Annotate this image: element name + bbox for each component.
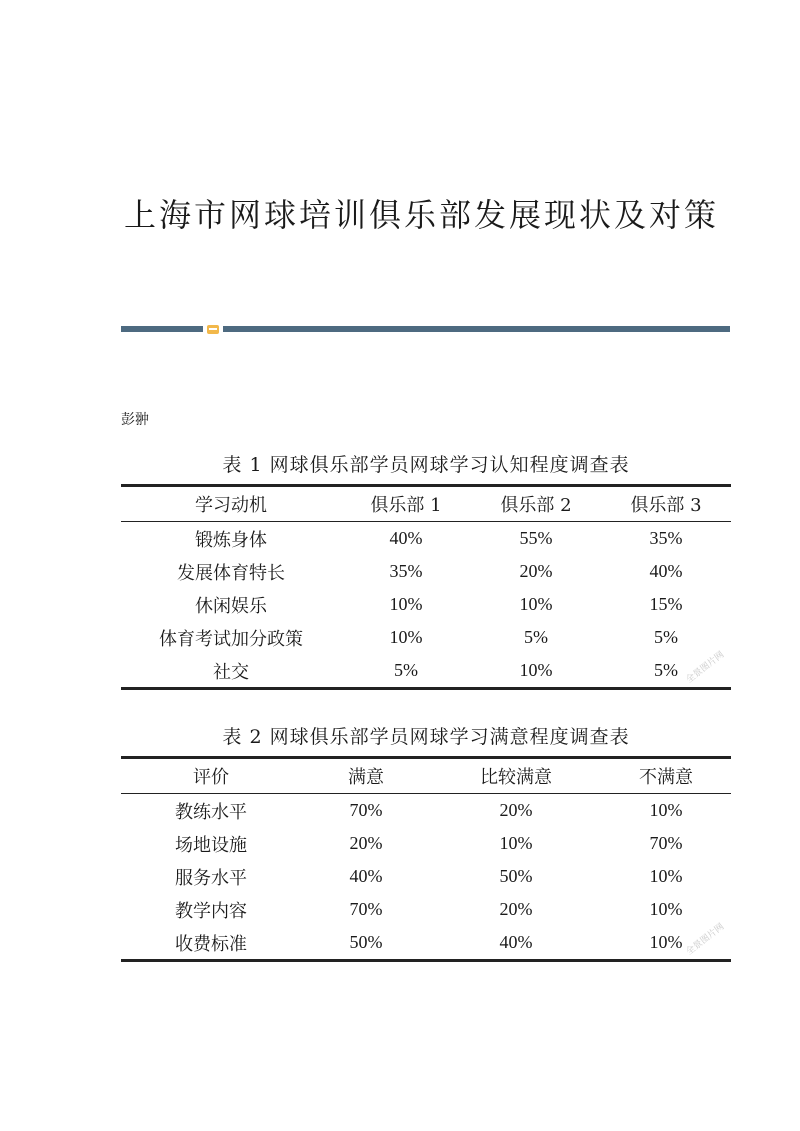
watermark-text: 全景图片网 [684, 649, 727, 686]
document-title: 上海市网球培训俱乐部发展现状及对策 [124, 196, 720, 234]
row-label: 教练水平 [175, 801, 247, 823]
table-row [121, 794, 731, 828]
table-cell: 40% [389, 528, 423, 548]
table-row [121, 555, 731, 588]
table-cell: 35% [389, 561, 423, 581]
table-cell: 70% [649, 833, 683, 853]
table-2 [121, 756, 731, 962]
table-cell: 50% [349, 932, 383, 952]
table-cell: 70% [349, 899, 383, 919]
table-1 [121, 484, 731, 690]
watermark-text: 全景图片网 [684, 921, 727, 958]
row-label: 体育考试加分政策 [159, 628, 303, 650]
table-1-block [121, 452, 731, 690]
row-label: 服务水平 [175, 867, 247, 889]
table-cell: 20% [349, 833, 383, 853]
table-cell: 5% [524, 627, 548, 647]
table-header-row [121, 486, 731, 522]
table-row [121, 621, 731, 654]
row-label: 发展体育特长 [177, 562, 285, 584]
table-cell: 10% [649, 866, 683, 886]
column-header: 不满意 [639, 767, 693, 788]
table-cell: 5% [654, 660, 678, 680]
table-row [121, 522, 731, 556]
row-label: 场地设施 [175, 834, 247, 856]
table-cell: 50% [499, 866, 533, 886]
table-cell: 10% [389, 594, 423, 614]
column-header: 比较满意 [480, 767, 552, 788]
table-cell: 70% [349, 800, 383, 820]
title-divider [121, 326, 730, 334]
column-header: 俱乐部 1 [370, 495, 442, 516]
table-cell: 10% [499, 833, 533, 853]
table-row [121, 827, 731, 860]
table-cell: 40% [499, 932, 533, 952]
table-cell: 20% [499, 800, 533, 820]
column-header: 俱乐部 2 [500, 495, 572, 516]
row-label: 休闲娱乐 [195, 595, 267, 617]
author-name: 彭翀 [121, 412, 149, 428]
column-header: 评价 [193, 767, 229, 788]
table-cell: 15% [649, 594, 683, 614]
table-cell: 10% [649, 899, 683, 919]
row-label: 社交 [213, 661, 249, 683]
table-cell: 40% [649, 561, 683, 581]
column-header: 俱乐部 3 [630, 495, 702, 516]
table-row [121, 588, 731, 621]
table-row [121, 654, 731, 689]
column-header: 满意 [348, 767, 384, 788]
column-header: 学习动机 [195, 495, 267, 516]
table-cell: 20% [499, 899, 533, 919]
table-cell: 5% [654, 627, 678, 647]
table-cell: 10% [649, 932, 683, 952]
divider-bar-left [121, 326, 203, 332]
table-cell: 10% [519, 660, 553, 680]
table-2-title: 表 2 网球俱乐部学员网球学习满意程度调查表 [222, 726, 630, 748]
table-row [121, 860, 731, 893]
table-cell: 40% [349, 866, 383, 886]
table-cell: 20% [519, 561, 553, 581]
row-label: 教学内容 [175, 900, 247, 922]
row-label: 收费标准 [175, 933, 247, 955]
table-cell: 55% [519, 528, 553, 548]
table-cell: 10% [649, 800, 683, 820]
table-row [121, 926, 731, 961]
table-cell: 10% [519, 594, 553, 614]
table-1-title: 表 1 网球俱乐部学员网球学习认知程度调查表 [222, 454, 630, 476]
table-cell: 35% [649, 528, 683, 548]
row-label: 锻炼身体 [195, 529, 267, 551]
folder-icon [207, 325, 219, 334]
table-cell: 10% [389, 627, 423, 647]
divider-bar-right [223, 326, 730, 332]
table-row [121, 893, 731, 926]
table-2-block [121, 724, 731, 962]
table-header-row [121, 758, 731, 794]
table-cell: 5% [394, 660, 418, 680]
